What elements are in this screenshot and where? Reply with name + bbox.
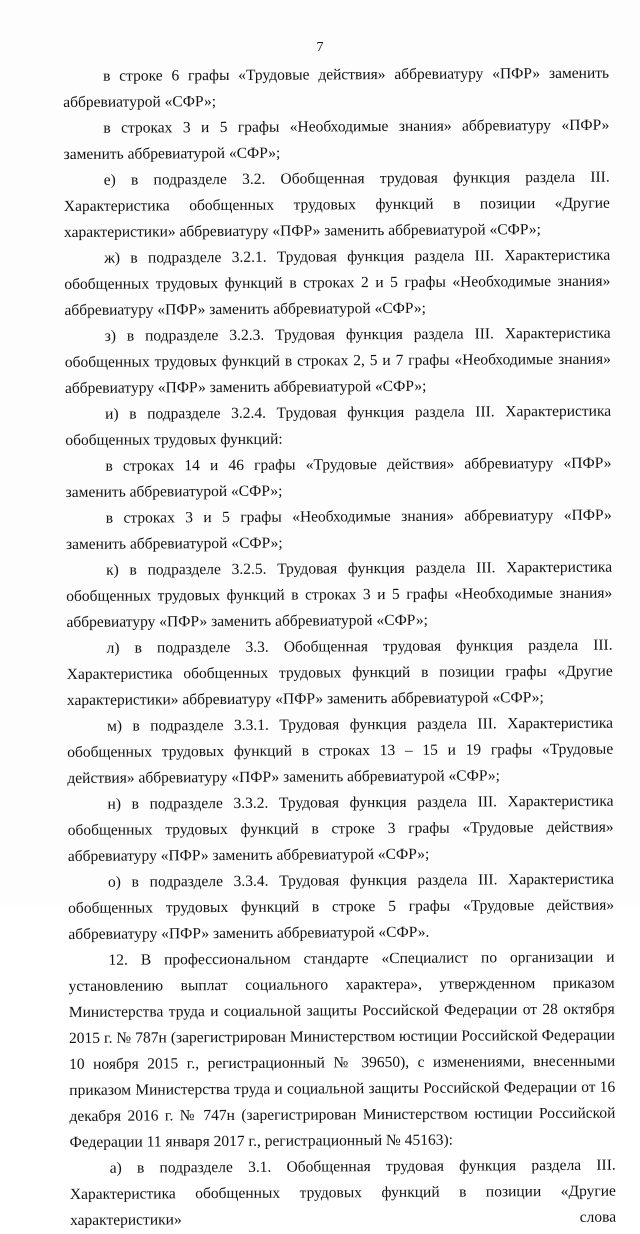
paragraph-5: з) в подразделе 3.2.3. Трудовая функция раздела III. Характеристика обобщенных трудовых функций в строках 2, 5 и 7 графы «Необходимые знания» аббревиатуру «ПФР» заменить аббревиатурой «СФР»; [64,324,611,397]
paragraph-14: 12. В профессиональном стандарте «Специалист по организации и установлению выплат социального характера», утвержденном приказом Министерства труда и социальной защиты Российской Федерации от 28 октября 2015 г. № 787н (зарегистрирован Министерством юстиции Российской Федерации 10 ноября 2015 г., регистрационный № 39650), с изменениями, внесенными приказом Министерства труда и социальной защиты Российской Федерации от 16 декабря 2016 г. № 747н (зарегистрирован Министерством юстиции Российской Федерации 11 января 2017 г., регистрационный № 45163): [68,948,616,1151]
paragraph-11: м) в подразделе 3.3.1. Трудовая функция раздела III. Характеристика обобщенных трудовых функций в строках 13 – 15 и 19 графы «Трудовые действия» аббревиатуру «ПФР» заменить аббревиатурой «СФР»; [67,714,614,787]
paragraph-8: в строках 3 и 5 графы «Необходимые знания» аббревиатуру «ПФР» заменить аббревиатурой «СФР»; [65,506,612,553]
paragraph-13: о) в подразделе 3.3.4. Трудовая функция раздела III. Характеристика обобщенных трудовых функций в строке 5 графы «Трудовые действия» аббревиатуру «ПФР» заменить аббревиатурой «СФР». [68,870,615,943]
paragraph-1: в строке 6 графы «Трудовые действия» аббревиатуру «ПФР» заменить аббревиатурой «СФР»; [63,64,610,111]
paragraph-10: л) в подразделе 3.3. Обобщенная трудовая функция раздела III. Характеристика обобщенных трудовых функций в позиции графы «Другие характеристики» аббревиатуру «ПФР» заменить аббревиатурой «СФР»; [66,636,613,709]
paragraph-3: е) в подразделе 3.2. Обобщенная трудовая функция раздела III. Характеристика обобщенных трудовых функций в позиции «Другие характеристики» аббревиатуру «ПФР» заменить аббревиатурой «СФР»; [63,168,610,241]
paragraph-6: и) в подразделе 3.2.4. Трудовая функция раздела III. Характеристика обобщенных трудовых функций: [65,402,612,449]
document-body [63,61,616,1234]
paragraph-12: н) в подразделе 3.3.2. Трудовая функция раздела III. Характеристика обобщенных трудовых функций в строке 3 графы «Трудовые действия» аббревиатуру «ПФР» заменить аббревиатурой «СФР»; [67,792,614,865]
paragraph-9: к) в подразделе 3.2.5. Трудовая функция раздела III. Характеристика обобщенных трудовых функций в строках 3 и 5 графы «Необходимые знания» аббревиатуру «ПФР» заменить аббревиатурой «СФР»; [66,558,613,631]
paragraph-15: а) в подразделе 3.1. Обобщенная трудовая функция раздела III. Характеристика обобщенных трудовых функций в позиции «Другие характеристики» слова [69,1156,617,1229]
page-number: 7 [316,40,324,55]
paragraph-4: ж) в подразделе 3.2.1. Трудовая функция раздела III. Характеристика обобщенных трудовых функций в строках 2 и 5 графы «Необходимые знания» аббревиатуру «ПФР» заменить аббревиатурой «СФР»; [64,246,611,319]
paragraph-7: в строках 14 и 46 графы «Трудовые действия» аббревиатуру «ПФР» заменить аббревиатурой «СФР»; [65,454,612,501]
paragraph-2: в строках 3 и 5 графы «Необходимые знания» аббревиатуру «ПФР» заменить аббревиатурой «СФР»; [63,116,610,163]
